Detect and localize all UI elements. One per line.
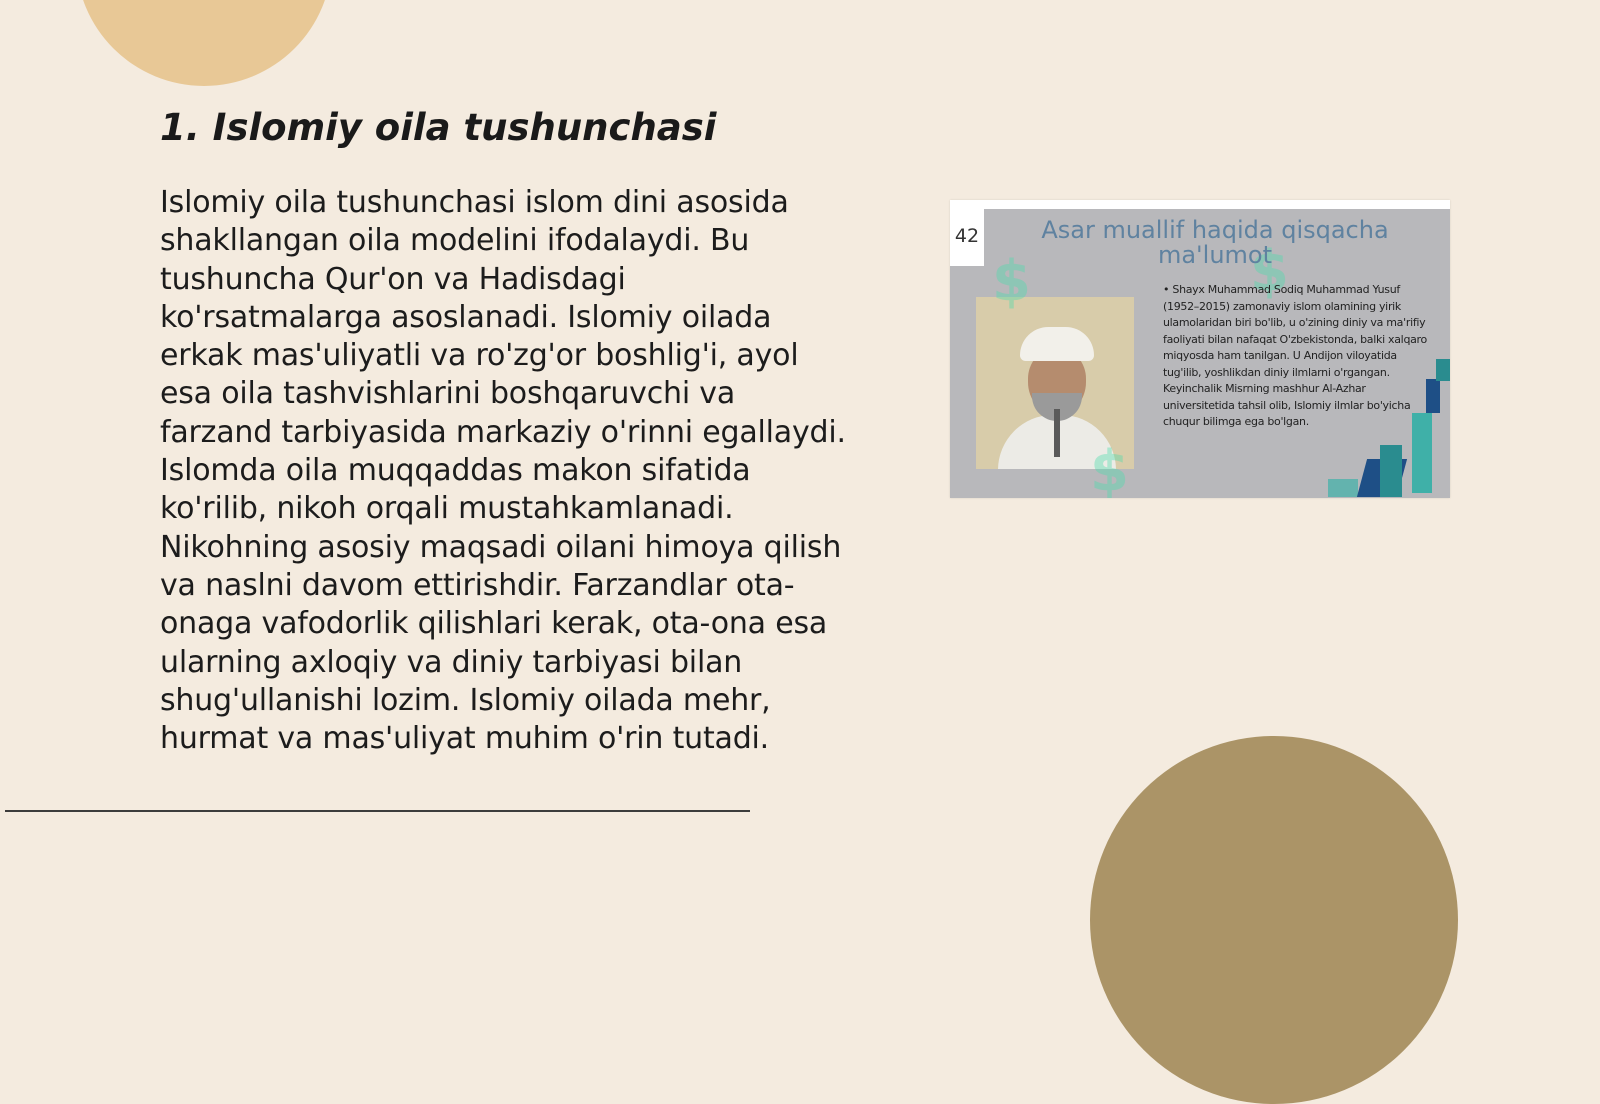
watermark-icon: $: [1250, 239, 1289, 304]
decorative-block: [1426, 379, 1440, 413]
microphone-icon: [1054, 409, 1060, 457]
decorative-block: [1436, 359, 1450, 381]
author-bio-text: • Shayx Muhammad Sodiq Muhammad Yusuf (1952–2015) zamonaviy islom olamining yirik ulamolaridan biri bo'lib, u o'zining diniy va ma'rifiy faoliyati bilan nafaqat O'zbekistonda, balki xalqaro miqyosda ham tanilgan. U Andijon viloyatida tug'ilib, yoshlikdan diniy ilmlarni o'rgangan. Keyinchalik Misrning mashhur Al-Azhar universitetida tahsil olib, Islomiy ilmlar bo'yicha chuqur bilimga ega bo'lgan.: [1163, 283, 1427, 428]
decorative-block: [1328, 479, 1358, 497]
decorative-block: [1380, 445, 1402, 497]
slide-title: 1. Islomiy oila tushunchasi: [160, 106, 717, 149]
watermark-icon: $: [1090, 439, 1129, 498]
divider-line: [5, 810, 750, 812]
watermark-icon: $: [992, 249, 1031, 314]
decorative-circle-top: [76, 0, 332, 86]
decorative-circle-bottom: [1090, 736, 1458, 1104]
embedded-slide-title: Asar muallif haqida qisqacha ma'lumot: [1041, 216, 1389, 269]
page-number: 42: [950, 200, 984, 266]
embedded-slide-image: [950, 200, 1450, 498]
portrait-turban: [1020, 327, 1094, 361]
slide-body-text: Islomiy oila tushunchasi islom dini asosida shakllangan oila modelini ifodalaydi. Bu tushuncha Qur'on va Hadisdagi ko'rsatmalarga asoslanadi. Islomiy oilada erkak mas'uliyatli va ro'zg'or boshlig'i, ayol esa oila tashvishlarini boshqaruvchi va farzand tarbiyasida markaziy o'rinni egallaydi. Islomda oila muqqaddas makon sifatida ko'rilib, nikoh orqali mustahkamlanadi. Nikohning asosiy maqsadi oilani himoya qilish va naslni davom ettirishdir. Farzandlar ota-onaga vafodorlik qilishlari kerak, ota-ona esa ularning axloqiy va diniy tarbiyasi bilan shug'ullanishi lozim. Islomiy oilada mehr, hurmat va mas'uliyat muhim o'rin tutadi.: [160, 185, 846, 757]
